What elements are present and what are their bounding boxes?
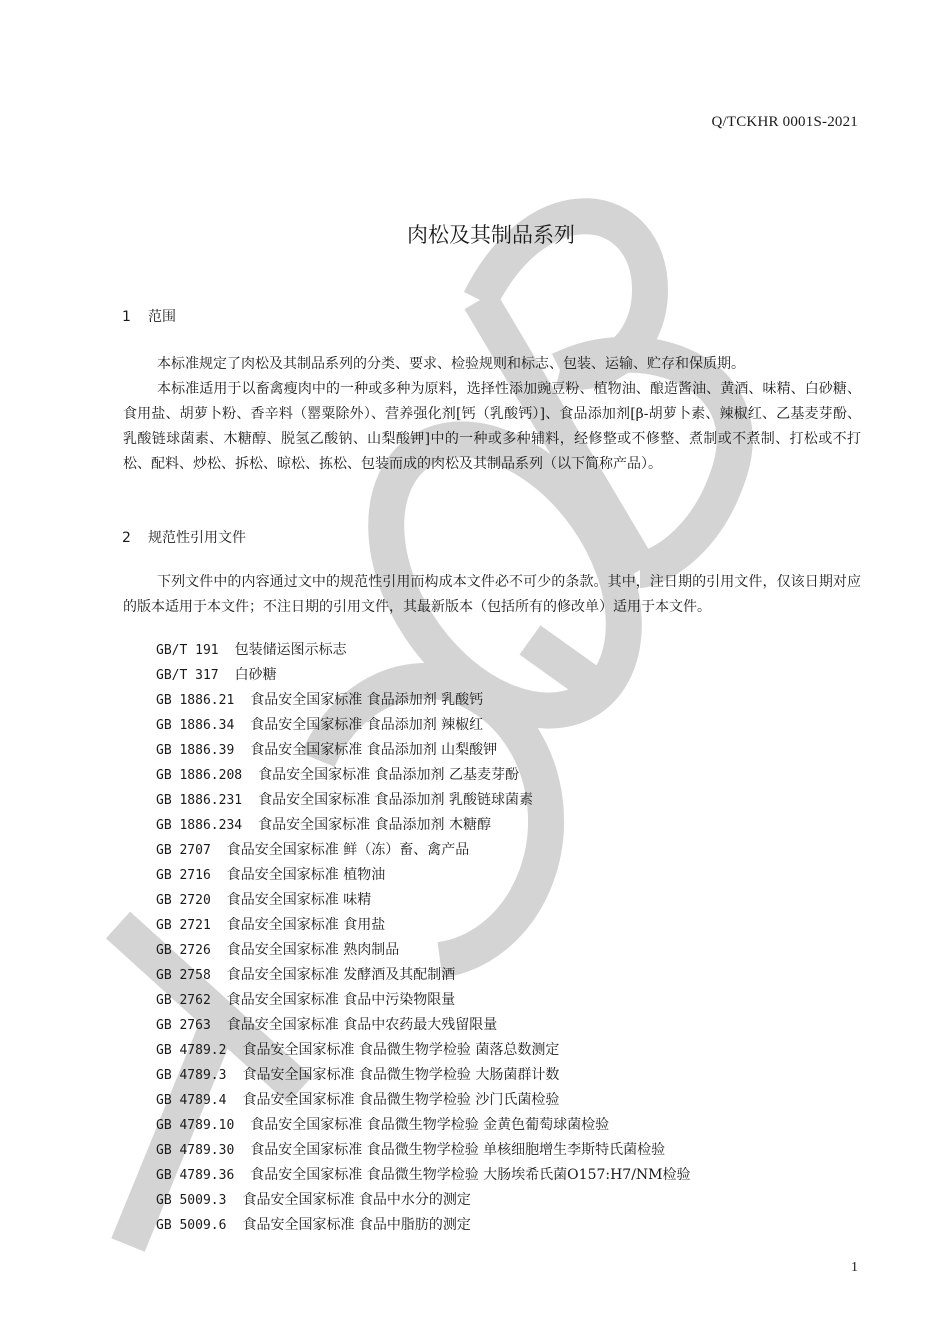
reference-code: GB 2716: [156, 868, 211, 883]
reference-title: 白砂糖: [234, 667, 277, 683]
reference-code: GB 1886.34: [156, 718, 235, 733]
reference-title: 食品安全国家标准 食品添加剂 山梨酸钾: [250, 742, 498, 758]
reference-title: 包装储运图示标志: [234, 642, 347, 658]
reference-title: 食品安全国家标准 味精: [226, 892, 372, 908]
reference-code: GB 4789.2: [156, 1043, 227, 1058]
section-2-heading: [122, 527, 246, 547]
reference-title: 食品安全国家标准 食品微生物学检验 菌落总数测定: [242, 1042, 560, 1058]
reference-code: GB 5009.6: [156, 1218, 227, 1233]
section-2-paragraph-1: 下列文件中的内容通过文中的规范性引用而构成本文件必不可少的条款。其中，注日期的引用文件，仅该日期对应的版本适用于本文件；不注日期的引用文件，其最新版本（包括所有的修改单）适用于本文件。: [123, 574, 861, 615]
reference-title: 食品安全国家标准 发酵酒及其配制酒: [226, 967, 456, 983]
page-number: 1: [851, 1260, 858, 1275]
reference-title: 食品安全国家标准 食品中农药最大残留限量: [226, 1017, 498, 1033]
reference-item: [156, 688, 691, 713]
reference-title: 食品安全国家标准 食品中水分的测定: [242, 1192, 471, 1208]
reference-item: [156, 913, 691, 938]
reference-title: 食品安全国家标准 食品添加剂 辣椒红: [250, 717, 484, 733]
reference-title: 食品安全国家标准 食品中脂肪的测定: [242, 1217, 471, 1233]
reference-code: GB 4789.30: [156, 1143, 235, 1158]
reference-code: GB/T 317: [156, 668, 219, 683]
reference-item: [156, 813, 691, 838]
reference-item: [156, 1013, 691, 1038]
reference-item: [156, 863, 691, 888]
reference-title: 食品安全国家标准 食用盐: [226, 917, 386, 933]
reference-code: GB 2762: [156, 993, 211, 1008]
reference-code: GB 1886.231: [156, 793, 243, 808]
reference-item: [156, 1163, 691, 1188]
reference-code: GB 1886.39: [156, 743, 235, 758]
section-1-heading: [122, 306, 176, 326]
reference-item: [156, 638, 691, 663]
reference-title: 食品安全国家标准 食品微生物学检验 大肠菌群计数: [242, 1067, 560, 1083]
reference-code: GB 5009.3: [156, 1193, 227, 1208]
reference-code: GB 2763: [156, 1018, 211, 1033]
reference-title: 食品安全国家标准 食品添加剂 木糖醇: [258, 817, 491, 833]
reference-title: 食品安全国家标准 食品微生物学检验 金黄色葡萄球菌检验: [250, 1117, 610, 1133]
reference-code: GB 2726: [156, 943, 211, 958]
reference-item: [156, 713, 691, 738]
reference-title: 食品安全国家标准 熟肉制品: [226, 942, 400, 958]
reference-title: 食品安全国家标准 食品中污染物限量: [226, 992, 456, 1008]
reference-code: GB/T 191: [156, 643, 219, 658]
reference-code: GB 2721: [156, 918, 211, 933]
reference-code: GB 1886.234: [156, 818, 243, 833]
reference-title: 食品安全国家标准 食品微生物学检验 大肠埃希氏菌O157:H7/NM检验: [250, 1167, 691, 1183]
reference-code: GB 2720: [156, 893, 211, 908]
reference-title: 食品安全国家标准 食品添加剂 乙基麦芽酚: [258, 767, 519, 783]
reference-code: GB 1886.21: [156, 693, 235, 708]
reference-item: [156, 888, 691, 913]
reference-code: GB 1886.208: [156, 768, 243, 783]
document-title: 肉松及其制品系列: [407, 223, 575, 247]
section-2-title: 规范性引用文件: [148, 530, 246, 546]
reference-item: [156, 1088, 691, 1113]
reference-item: [156, 988, 691, 1013]
reference-item: [156, 1188, 691, 1213]
reference-code: GB 4789.4: [156, 1093, 227, 1108]
section-2-number: 2: [122, 530, 131, 546]
reference-code: GB 4789.36: [156, 1168, 235, 1183]
reference-code: GB 2707: [156, 843, 211, 858]
reference-item: [156, 1138, 691, 1163]
reference-title: 食品安全国家标准 食品添加剂 乳酸钙: [250, 692, 484, 708]
section-1-title: 范围: [148, 309, 176, 325]
normative-references-list: [156, 638, 691, 1238]
reference-title: 食品安全国家标准 鲜（冻）畜、禽产品: [226, 842, 470, 858]
section-1-paragraph-2: 本标准适用于以畜禽瘦肉中的一种或多种为原料，选择性添加豌豆粉、植物油、酿造酱油、黄酒、味精、白砂糖、食用盐、胡萝卜粉、香辛料（罂粟除外）、营养强化剂[钙（乳酸钙）]、食品添加剂[β-胡萝卜素、辣椒红、乙基麦芽酚、乳酸链球菌素、木糖醇、脱氢乙酸钠、山梨酸钾]中的一种或多种辅料，经修整或不修整、煮制或不煮制、打松或不打松、配料、炒松、拆松、晾松、拣松、包装而成的肉松及其制品系列（以下简称产品）。: [123, 381, 861, 472]
reference-item: [156, 1113, 691, 1138]
document-code: Q/TCKHR 0001S-2021: [711, 114, 858, 130]
section-1-paragraph-1: 本标准规定了肉松及其制品系列的分类、要求、检验规则和标志、包装、运输、贮存和保质期。: [157, 356, 745, 372]
reference-title: 食品安全国家标准 食品微生物学检验 沙门氏菌检验: [242, 1092, 560, 1108]
reference-code: GB 2758: [156, 968, 211, 983]
reference-title: 食品安全国家标准 植物油: [226, 867, 386, 883]
reference-title: 食品安全国家标准 食品微生物学检验 单核细胞增生李斯特氏菌检验: [250, 1142, 666, 1158]
reference-code: GB 4789.10: [156, 1118, 235, 1133]
reference-item: [156, 938, 691, 963]
reference-item: [156, 838, 691, 863]
reference-item: [156, 788, 691, 813]
reference-item: [156, 1038, 691, 1063]
reference-item: [156, 1213, 691, 1238]
reference-item: [156, 763, 691, 788]
reference-item: [156, 663, 691, 688]
section-1-number: 1: [122, 309, 131, 325]
reference-title: 食品安全国家标准 食品添加剂 乳酸链球菌素: [258, 792, 533, 808]
reference-item: [156, 738, 691, 763]
reference-code: GB 4789.3: [156, 1068, 227, 1083]
reference-item: [156, 963, 691, 988]
reference-item: [156, 1063, 691, 1088]
